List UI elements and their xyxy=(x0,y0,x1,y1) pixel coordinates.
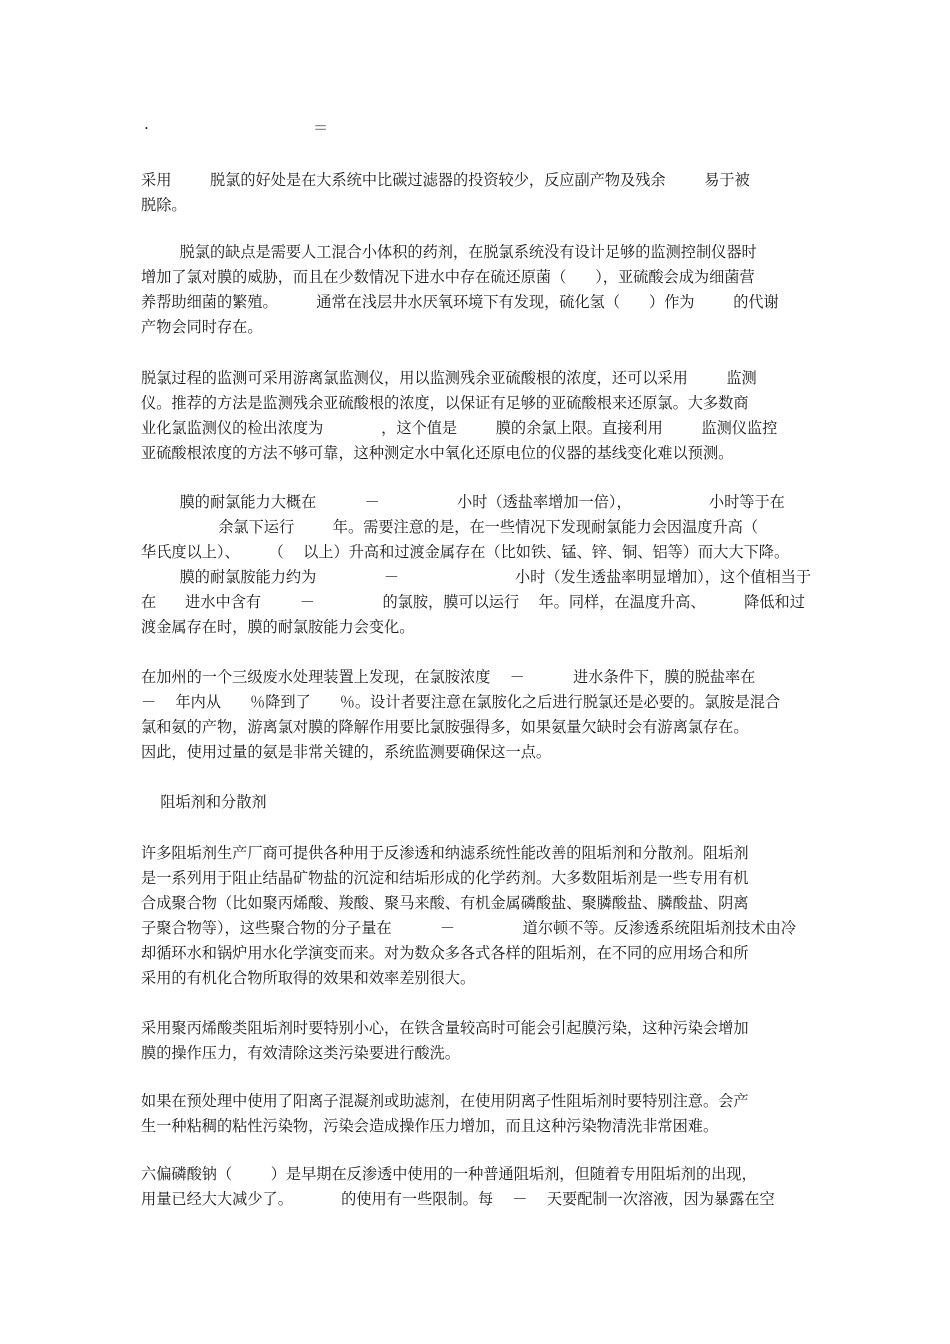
paragraph-line: 脱氯的缺点是需要人工混合小体积的药剂，在脱氯系统没有设计足够的监测控制仪器时 xyxy=(141,243,757,261)
section-heading: 阻垢剂和分散剂 xyxy=(141,793,267,811)
paragraph-line: 在 进水中含有 － 的氯胺，膜可以运行 年。同样，在温度升高、 降低和过 xyxy=(141,593,805,611)
paragraph-line: 膜的操作压力，有效清除这类污染要进行酸洗。 xyxy=(141,1044,460,1062)
paragraph-line: 在加州的一个三级废水处理装置上发现，在氯胺浓度 － 进水条件下，膜的脱盐率在 xyxy=(141,668,756,686)
paragraph-line: 采用的有机化合物所取得的效果和效率差别很大。 xyxy=(141,969,476,987)
paragraph-line: 仪。推荐的方法是监测残余亚硫酸根的浓度，以保证有足够的亚硫酸根来还原氯。大多数商 xyxy=(141,394,749,412)
bullet-mark: · xyxy=(144,119,149,137)
equals-sign: ＝ xyxy=(313,119,329,137)
paragraph-line: 养帮助细菌的繁殖。 通常在浅层井水厌氧环境下有发现，硫化氢（ ）作为 的代谢 xyxy=(141,293,779,311)
paragraph-line: 亚硫酸根浓度的方法不够可靠，这种测定水中氧化还原电位的仪器的基线变化难以预测。 xyxy=(141,444,734,462)
paragraph-line: 却循环水和锅炉用水化学演变而来。对为数众多各式各样的阻垢剂，在不同的应用场合和所 xyxy=(141,944,749,962)
paragraph-line: 六偏磷酸钠（ ）是早期在反渗透中使用的一种普通阻垢剂，但随着专用阻垢剂的出现， xyxy=(141,1165,757,1183)
paragraph-line: 如果在预处理中使用了阳离子混凝剂或助滤剂，在使用阴离子性阻垢剂时要特别注意。会产 xyxy=(141,1092,749,1110)
paragraph-line: 因此，使用过量的氨是非常关键的，系统监测要确保这一点。 xyxy=(141,743,552,761)
paragraph-line: 产物会同时存在。 xyxy=(141,318,263,336)
paragraph-line: 增加了氯对膜的威胁，而且在少数情况下进水中存在硫还原菌（ ），亚硫酸会成为细菌营 xyxy=(141,268,755,286)
paragraph-line: 采用聚丙烯酸类阻垢剂时要特别小心，在铁含量较高时可能会引起膜污染，这种污染会增加 xyxy=(141,1019,749,1037)
paragraph-line: 是一系列用于阻止结晶矿物盐的沉淀和结垢形成的化学药剂。大多数阻垢剂是一些专用有机 xyxy=(141,869,749,887)
paragraph-line: 业化氯监测仪的检出浓度为 ，这个值是 膜的余氯上限。直接利用 监测仪监控 xyxy=(141,419,778,437)
paragraph-line: 膜的耐氯胺能力约为 － 小时（发生透盐率明显增加），这个值相当于 xyxy=(141,568,812,586)
paragraph-line: 生一种粘稠的粘性污染物，污染会造成操作压力增加，而且这种污染物清洗非常困难。 xyxy=(141,1117,719,1135)
paragraph-line: 许多阻垢剂生产厂商可提供各种用于反渗透和纳滤系统性能改善的阻垢剂和分散剂。阻垢剂 xyxy=(141,844,749,862)
paragraph-line: 用量已经大大减少了。 的使用有一些限制。每 － 天要配制一次溶液，因为暴露在空 xyxy=(141,1190,775,1208)
paragraph-line: 采用 脱氯的好处是在大系统中比碳过滤器的投资较少，反应副产物及残余 易于被 xyxy=(141,171,750,189)
paragraph-line: 膜的耐氯能力大概在 － 小时（透盐率增加一倍）， 小时等于在 xyxy=(141,493,785,511)
paragraph-line: 脱除。 xyxy=(141,196,187,214)
paragraph-line: 子聚合物等），这些聚合物的分子量在 － 道尔顿不等。反渗透系统阻垢剂技术由冷 xyxy=(141,919,797,937)
paragraph-line: 余氯下运行 年。需要注意的是，在一些情况下发现耐氯能力会因温度升高（ xyxy=(141,518,759,536)
paragraph-line: 氯和氨的产物，游离氯对膜的降解作用要比氯胺强得多，如果氨量欠缺时会有游离氯存在。 xyxy=(141,718,749,736)
paragraph-line: － 年内从 ％降到了 ％。设计者要注意在氯胺化之后进行脱氯还是必要的。氯胺是混合 xyxy=(141,693,781,711)
paragraph-line: 华氏度以上）、 （ 以上）升高和过渡金属存在（比如铁、锰、锌、铜、铝等）而大大下降。 xyxy=(141,543,790,561)
paragraph-line: 合成聚合物（比如聚丙烯酸、羧酸、聚马来酸、有机金属磷酸盐、聚膦酸盐、膦酸盐、阴离 xyxy=(141,894,749,912)
paragraph-line: 脱氯过程的监测可采用游离氯监测仪，用以监测残余亚硫酸根的浓度，还可以采用 监测 xyxy=(141,369,757,387)
paragraph-line: 渡金属存在时，膜的耐氯胺能力会变化。 xyxy=(141,618,415,636)
